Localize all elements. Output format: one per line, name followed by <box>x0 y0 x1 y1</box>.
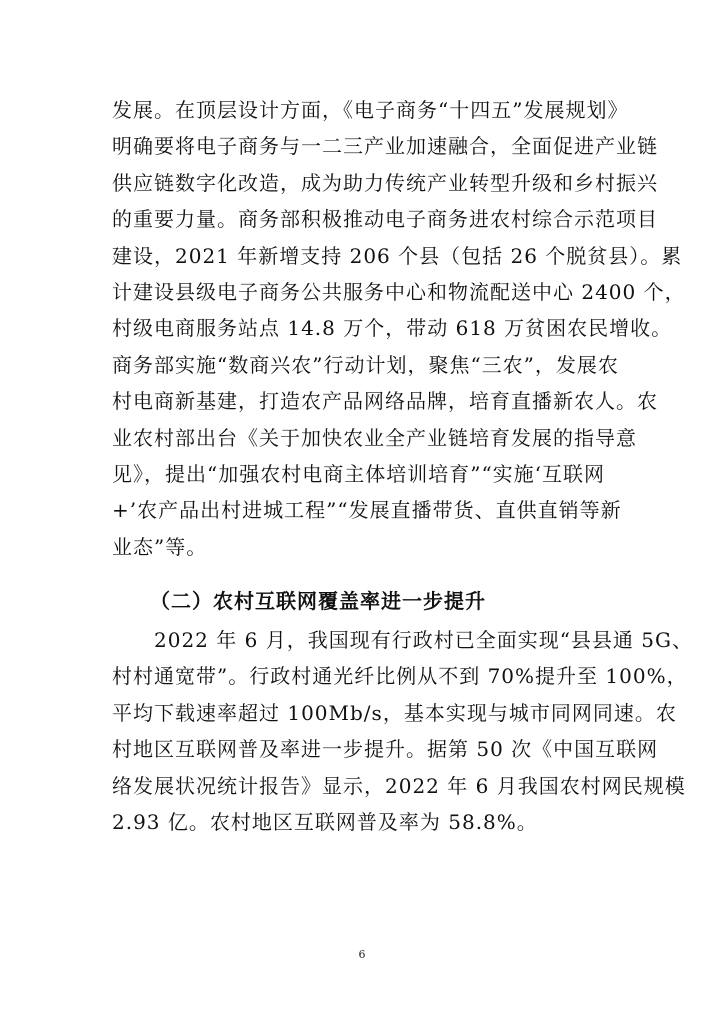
text-line: 2022 年 6 月，我国现有行政村已全面实现“县县通 5G、 <box>112 628 693 652</box>
text-line: 发展。在顶层设计方面，《电子商务“十四五”发展规划》 <box>112 98 629 122</box>
text-line: 业农村部出台《关于加快农业全产业链培育发展的指导意 <box>112 425 637 450</box>
text-line: 明确要将电子商务与一二三产业加速融合，全面促进产业链 <box>112 134 658 159</box>
text-line: 建设，2021 年新增支持 206 个县（包括 26 个脱贫县）。累 <box>112 243 683 268</box>
text-line: 平均下载速率超过 100Mb/s，基本实现与城市同网同速。农 <box>112 700 677 725</box>
page-number: 6 <box>358 948 366 961</box>
text-line: 业态”等。 <box>112 534 208 559</box>
text-line: 商务部实施“数商兴农”行动计划，聚焦“三农”，发展农 <box>112 352 619 377</box>
text-line: 村村通宽带”。行政村通光纤比例从不到 70%提升至 100%， <box>112 664 688 689</box>
paragraph-internet-coverage <box>112 622 693 840</box>
text-line: 村电商新基建，打造农产品网络品牌，培育直播新农人。农 <box>112 389 658 414</box>
text-line: 络发展状况统计报告》显示，2022 年 6 月我国农村网民规模 <box>112 773 686 798</box>
paragraph-policy <box>112 92 686 565</box>
text-line: +’农产品出村进城工程”“发展直播带货、直供直销等新 <box>112 498 622 523</box>
text-line: 2.93 亿。农村地区互联网普及率为 58.8%。 <box>112 810 538 835</box>
text-line: 的重要力量。商务部积极推动电子商务进农村综合示范项目 <box>112 207 658 232</box>
section-heading: （二）农村互联网覆盖率进一步提升 <box>150 589 486 613</box>
text-line: 见》，提出“加强农村电商主体培训培育”“实施‘互联网 <box>112 462 606 487</box>
text-line: 村级电商服务站点 14.8 万个，带动 618 万贫困农民增收。 <box>112 316 673 341</box>
text-line: 村地区互联网普及率进一步提升。据第 50 次《中国互联网 <box>112 737 659 762</box>
text-line: 计建设县级电子商务公共服务中心和物流配送中心 2400 个， <box>112 280 686 305</box>
text-line: 供应链数字化改造，成为助力传统产业转型升级和乡村振兴 <box>112 170 658 195</box>
